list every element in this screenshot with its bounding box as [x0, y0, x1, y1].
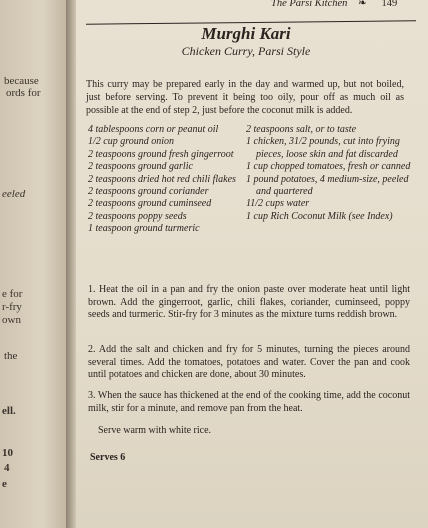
left-fragment: e for	[2, 288, 23, 300]
ingredients-left	[88, 124, 248, 236]
ingredient: 1 cup chopped tomatoes, fresh or canned	[246, 161, 411, 173]
ingredient: 2 teaspoons ground cuminseed	[88, 198, 212, 210]
left-fragment: own	[2, 314, 21, 326]
ingredient: 2 teaspoons dried hot red chili flakes	[88, 173, 236, 185]
left-fragment: eeled	[2, 188, 26, 200]
serve-note: Serve warm with white rice.	[98, 425, 212, 436]
left-fragment: the	[4, 350, 18, 362]
ingredient: 1 chicken, 31/2 pounds, cut into frying pieces, loose skin and fat discarded	[246, 136, 400, 160]
running-head	[271, 0, 397, 9]
left-fragment: r-fry	[2, 301, 22, 313]
left-fragment: ell.	[2, 405, 16, 417]
recipe-intro: This curry may be prepared early in the day and warmed up, but not boiled, just before serving. To prevent it being too oily, pour off as much oil as possible at the end of step 2, just before the coconut milk is added.	[86, 79, 404, 116]
ornament-icon: ❧	[358, 0, 367, 9]
ingredient: 1 teaspoon ground turmeric	[88, 223, 200, 235]
ingredient: 2 teaspoons ground garlic	[88, 161, 193, 173]
left-fragment: 10	[2, 447, 13, 459]
serves-count: Serves 6	[90, 452, 126, 463]
ingredient: 2 teaspoons ground fresh gingerroot	[88, 148, 234, 160]
ingredient: 2 teaspoons poppy seeds	[88, 210, 187, 222]
step-3: 3. When the sauce has thickened at the end of the cooking time, add the coconut milk, stir for a minute, and remove pan from the heat.	[88, 390, 410, 414]
left-fragment: because	[4, 75, 39, 87]
ingredients-right	[246, 124, 411, 223]
ingredient: 2 teaspoons ground coriander	[88, 186, 209, 198]
ingredient: 2 teaspoons salt, or to taste	[246, 124, 357, 135]
ingredient: 1 cup Rich Coconut Milk (see Index)	[246, 210, 393, 222]
recipe-subtitle: Chicken Curry, Parsi Style	[181, 44, 311, 58]
step-2: 2. Add the salt and chicken and fry for 5 minutes, turning the pieces around several times. Add the tomatoes, potatoes and water. Cover the pan and cook until potatoes and chicken are done, about 30 minutes.	[88, 344, 410, 381]
facing-page	[0, 0, 70, 528]
running-title: The Parsi Kitchen	[271, 0, 348, 9]
page-number: 149	[381, 0, 398, 9]
recipe-page	[76, 0, 428, 528]
left-fragment: 4	[4, 462, 10, 474]
ingredient: 1/2 cup ground onion	[88, 136, 175, 148]
ingredient: 11/2 cups water	[246, 198, 310, 210]
ingredient: 1 pound potatoes, 4 medium-size, peeled and quartered	[246, 173, 409, 198]
left-fragment: e	[2, 478, 7, 490]
left-fragment: ords for	[6, 87, 41, 99]
step-1: 1. Heat the oil in a pan and fry the onion paste over moderate heat until light brown. Add the gingerroot, garlic, chili flakes, coriander, cuminseed, poppy seeds and turmeric. Stir-fry for 3 minutes as the mixture turns reddish brown.	[88, 284, 410, 321]
ingredient: 4 tablespoons corn or peanut oil	[88, 124, 219, 135]
recipe-title: Murghi Kari	[201, 24, 291, 43]
